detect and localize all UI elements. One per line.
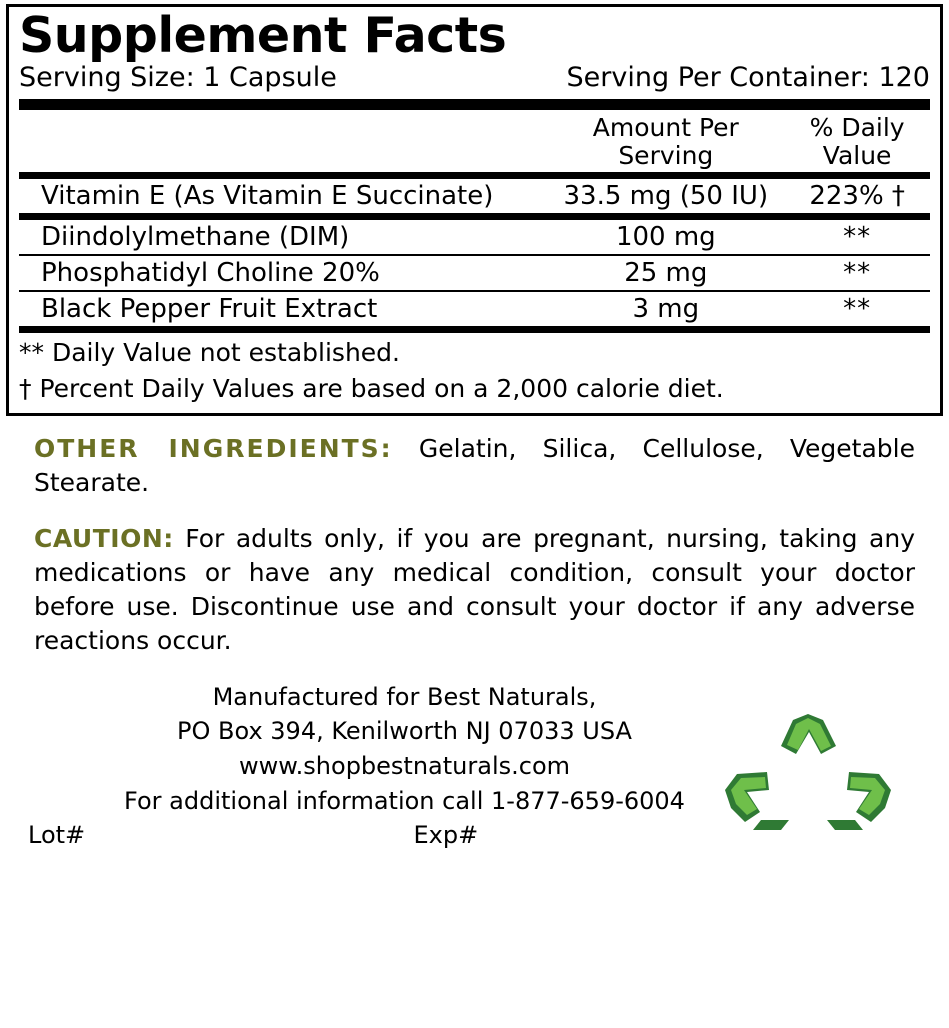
divider-below-vitamin-e — [19, 213, 930, 220]
contact-phone-line: For additional information call 1-877-659-6004 — [124, 787, 685, 816]
table-row — [19, 220, 930, 254]
website-url[interactable]: www.shopbestnaturals.com — [238, 752, 571, 781]
manufacturer-address: PO Box 394, Kenilworth NJ 07033 USA — [177, 717, 632, 746]
supplement-label — [0, 4, 949, 1028]
table-row — [19, 256, 930, 290]
nutrient-row-vitamin-e-table — [19, 179, 930, 213]
nutrient-rows-table-2 — [19, 256, 930, 290]
nutrient-amount: 25 mg — [624, 257, 708, 288]
servings-per-container: Serving Per Container: 120 — [566, 61, 930, 93]
expiration-label: Exp# — [413, 820, 479, 849]
nutrient-name: Diindolylmethane (DIM) — [41, 221, 350, 252]
lot-number-label: Lot# — [28, 820, 86, 849]
nutrient-amount: 100 mg — [615, 221, 716, 252]
nutrient-daily-value: 223% † — [809, 180, 905, 211]
other-ingredients-section — [34, 432, 915, 500]
nutrient-daily-value: ** — [843, 221, 872, 252]
column-header-amount — [547, 110, 784, 172]
column-header-dv-line1: % Daily — [809, 112, 905, 142]
nutrient-name: Vitamin E (As Vitamin E Succinate) — [41, 180, 494, 211]
column-header-name — [19, 110, 547, 172]
footer-section — [0, 680, 949, 855]
nutrient-rows-table-3 — [19, 292, 930, 326]
nutrient-rows-table — [19, 220, 930, 254]
divider-below-header — [19, 172, 930, 179]
other-ingredients-heading: OTHER INGREDIENTS: — [34, 433, 393, 463]
caution-text: For adults only, if you are pregnant, nursing, taking any medications or have any medical condition, consult your doctor before use. Discontinue use and consult your doctor if any adverse reactions occur. — [34, 523, 915, 655]
recycle-icon — [723, 712, 893, 832]
caution-section — [34, 522, 915, 658]
table-row — [19, 292, 930, 326]
divider-thick-top — [19, 99, 930, 110]
nutrient-daily-value: ** — [843, 257, 872, 288]
nutrition-table — [19, 110, 930, 172]
column-header-daily-value — [784, 110, 930, 172]
other-ingredients-text: Gelatin, Silica, Cellulose, Vegetable Stearate. — [34, 433, 915, 497]
divider-above-footnotes — [19, 326, 930, 333]
serving-size: Serving Size: 1 Capsule — [19, 61, 337, 93]
column-header-amount-line1: Amount Per — [592, 112, 739, 142]
supplement-facts-panel — [6, 4, 943, 416]
column-header-amount-line2: Serving — [618, 140, 714, 170]
caution-heading: CAUTION: — [34, 523, 174, 553]
serving-info-row — [19, 63, 930, 97]
column-header-dv-line2: Value — [822, 140, 892, 170]
nutrient-name: Black Pepper Fruit Extract — [41, 293, 378, 324]
table-header-row — [19, 110, 930, 172]
footnote-percent-daily-values: † Percent Daily Values are based on a 2,000 calorie diet. — [19, 373, 724, 403]
manufacturer-line-1: Manufactured for Best Naturals, — [212, 682, 597, 711]
nutrient-amount: 33.5 mg (50 IU) — [563, 180, 769, 211]
table-row — [19, 179, 930, 213]
nutrient-name: Phosphatidyl Choline 20% — [41, 257, 380, 288]
nutrient-amount: 3 mg — [632, 293, 700, 324]
footnote-daily-value-not-established: ** Daily Value not established. — [19, 337, 400, 367]
supplement-facts-title: Supplement Facts — [19, 7, 507, 64]
nutrient-daily-value: ** — [843, 293, 872, 324]
